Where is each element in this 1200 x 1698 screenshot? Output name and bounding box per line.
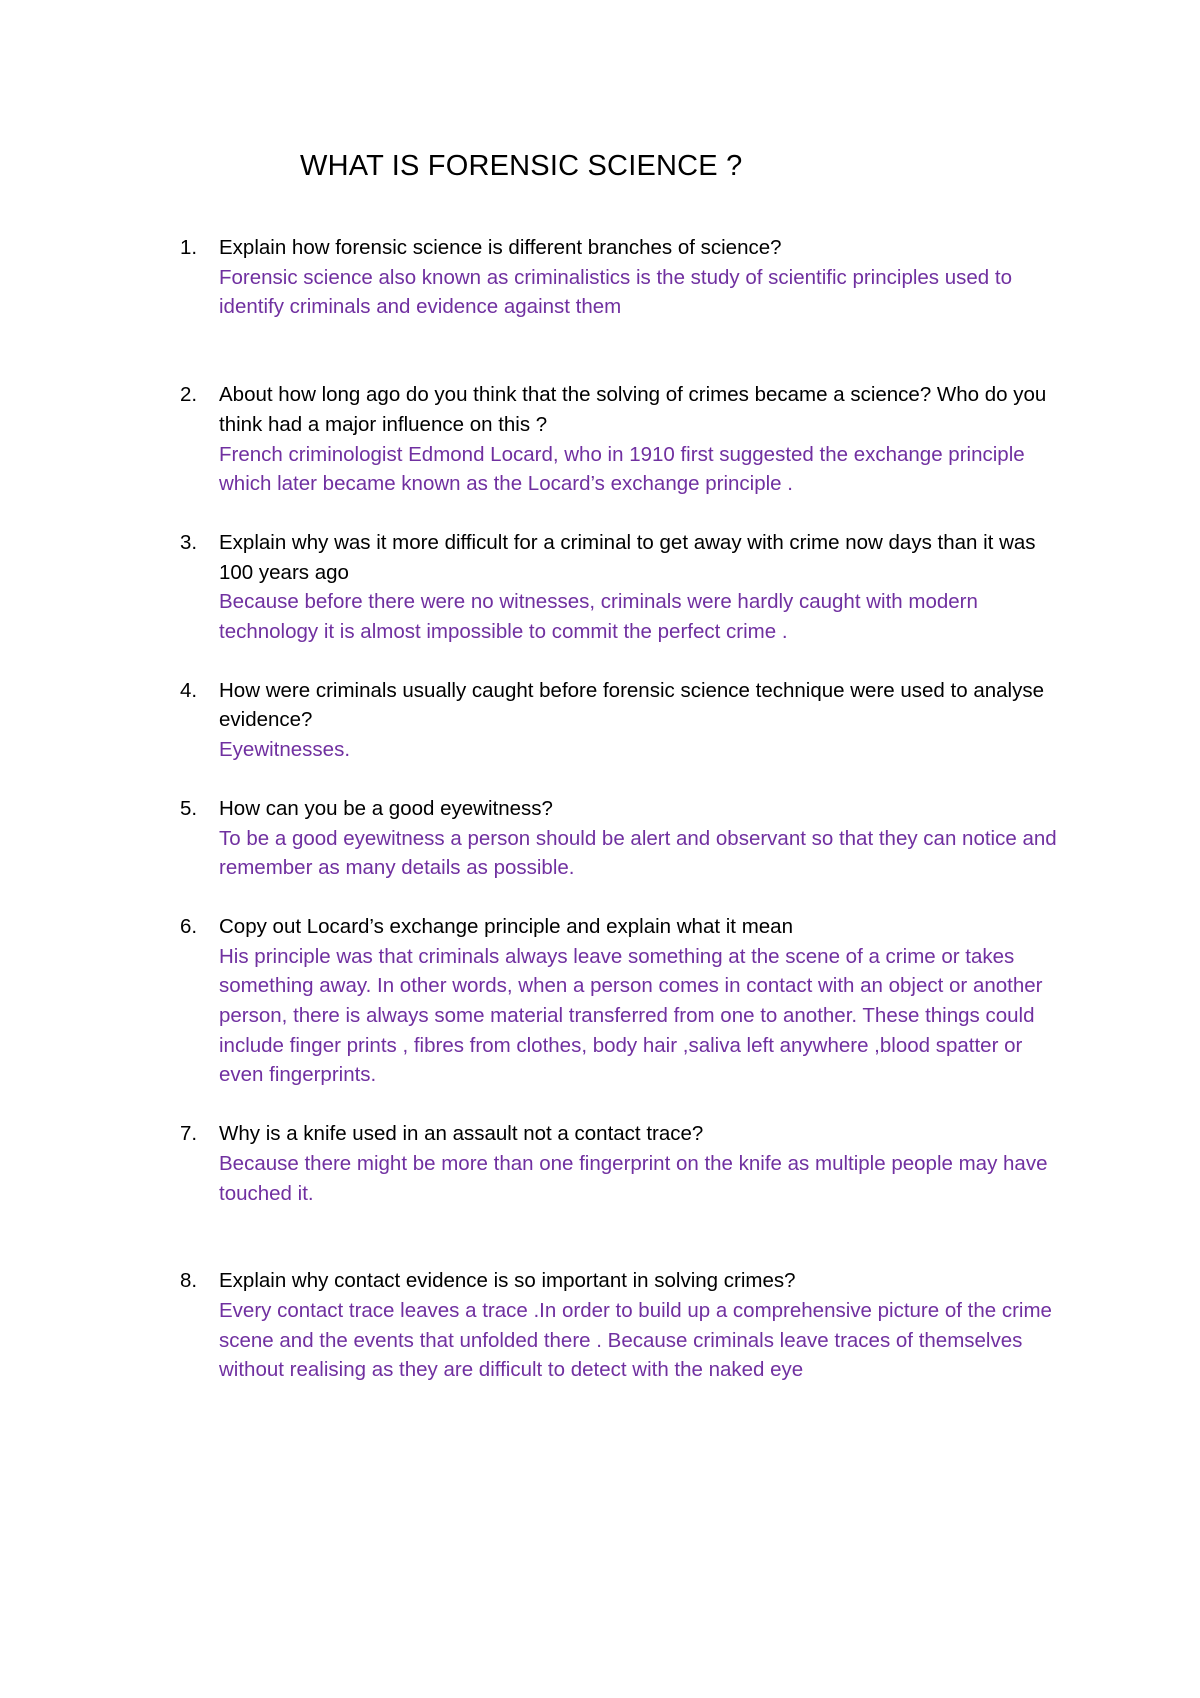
question-item-8	[172, 1266, 1072, 1385]
question-text: Explain why contact evidence is so important in solving crimes?	[219, 1269, 796, 1293]
page-title: WHAT IS FORENSIC SCIENCE ?	[300, 150, 743, 182]
question-text: Why is a knife used in an assault not a contact trace?	[219, 1122, 704, 1146]
question-list	[172, 233, 1072, 1385]
question-text: Explain why was it more difficult for a criminal to get away with crime now days than it was 100 years ago	[219, 530, 1036, 584]
answer-text: Because there might be more than one fingerprint on the knife as multiple people may have touched it.	[219, 1151, 1048, 1205]
question-number: 8.	[180, 1269, 198, 1293]
answer-text: French criminologist Edmond Locard, who in 1910 first suggested the exchange principle which later became known as the Locard’s exchange principle .	[219, 442, 1025, 496]
answer-text: Forensic science also known as criminalistics is the study of scientific principles used to identify criminals and evidence against them	[219, 265, 1012, 319]
question-text: How were criminals usually caught before forensic science technique were used to analyse evidence?	[219, 678, 1044, 732]
question-number: 6.	[180, 914, 198, 938]
answer-text: To be a good eyewitness a person should be alert and observant so that they can notice and remember as many details as possible.	[219, 826, 1057, 880]
question-text: Copy out Locard’s exchange principle and explain what it mean	[219, 914, 793, 938]
question-number: 2.	[180, 383, 198, 407]
question-number: 4.	[180, 678, 198, 702]
question-item-7	[172, 1119, 1072, 1208]
question-number: 3.	[180, 530, 198, 554]
question-item-4	[172, 676, 1072, 765]
question-text: Explain how forensic science is different branches of science?	[219, 236, 782, 259]
answer-text: His principle was that criminals always leave something at the scene of a crime or takes something away. In other words, when a person comes in contact with an object or another person, there is always some material transferred from one to another. These things could include finger prints , fibres from clothes, body hair ,saliva left anywhere ,blood spatter or even fingerprints.	[219, 944, 1043, 1087]
answer-text: Eyewitnesses.	[219, 738, 351, 762]
question-item-2	[172, 380, 1072, 499]
question-item-5	[172, 794, 1072, 883]
question-item-6	[172, 912, 1072, 1090]
answer-text: Every contact trace leaves a trace .In order to build up a comprehensive picture of the crime scene and the events that unfolded there . Because criminals leave traces of themselves without realising as they are difficult to detect with the naked eye	[219, 1298, 1052, 1382]
question-text: About how long ago do you think that the solving of crimes became a science? Who do you think had a major influence on this ?	[219, 383, 1047, 436]
question-number: 1.	[180, 236, 198, 259]
question-item-1	[172, 233, 1072, 322]
question-number: 7.	[180, 1122, 198, 1146]
question-text: How can you be a good eyewitness?	[219, 796, 553, 820]
question-item-3	[172, 528, 1072, 647]
answer-text: Because before there were no witnesses, criminals were hardly caught with modern technology it is almost impossible to commit the perfect crime .	[219, 590, 978, 644]
question-number: 5.	[180, 796, 198, 820]
